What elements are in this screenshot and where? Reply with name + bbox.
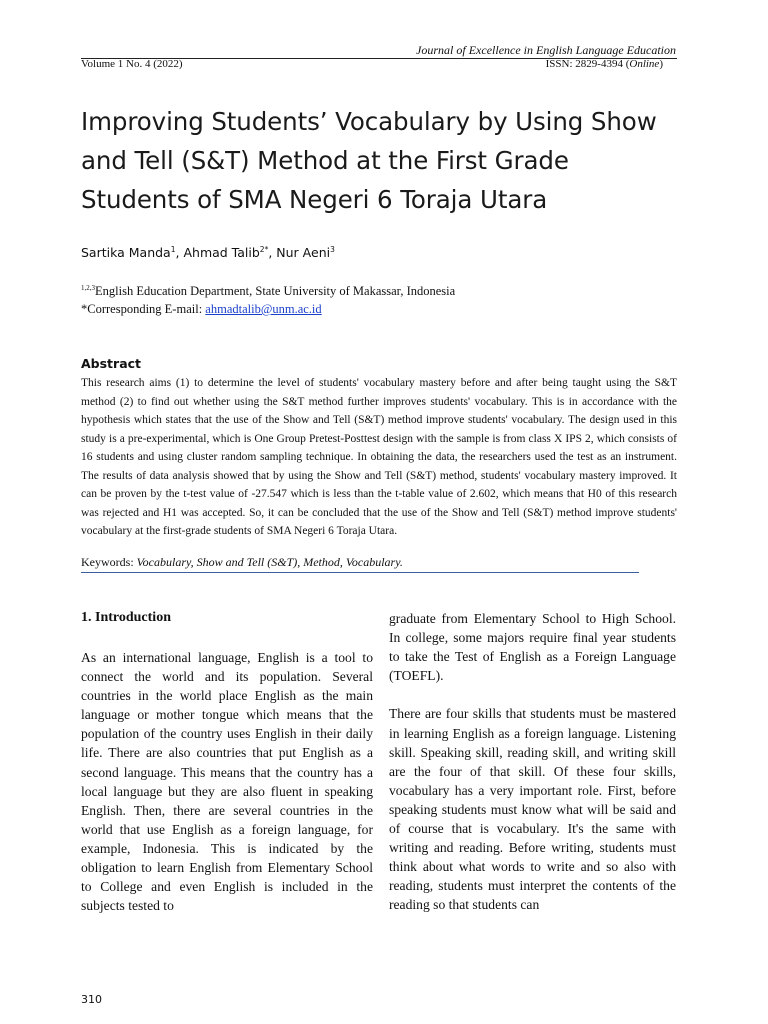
author-sup: 1	[170, 245, 176, 254]
author-name: Sartika Manda	[81, 245, 171, 261]
keywords-text: Vocabulary, Show and Tell (S&T), Method, Vocabulary.	[136, 555, 403, 569]
header-rule	[81, 58, 677, 59]
author-sup: 3	[330, 245, 335, 254]
paper-title: Improving Students’ Vocabulary by Using Show and Tell (S&T) Method at the First Grade Students of SMA Negeri 6 Toraja Utara	[81, 107, 657, 214]
author-sup: 2*	[259, 245, 269, 254]
corresponding-label: *Corresponding E-mail:	[81, 302, 206, 316]
abstract-heading: Abstract	[81, 356, 142, 371]
issn-label	[546, 58, 663, 70]
keywords-label: Keywords:	[81, 555, 137, 569]
affiliation-sup: 1,2,3	[81, 284, 95, 292]
keywords	[81, 555, 403, 570]
affiliation-text: English Education Department, State University of Makassar, Indonesia	[95, 284, 456, 299]
intro-right-paragraph-1: graduate from Elementary School to High School. In college, some majors require final year students to take the Test of English as a Foreign Language (TOEFL).	[389, 611, 676, 684]
author-list: Sartika Manda$^1$, Ahmad Talib$^{2*}$, Nur Aeni$^3$	[81, 245, 335, 261]
author-name: Ahmad Talib	[183, 245, 260, 261]
issn-suffix: )	[659, 58, 663, 70]
page-number: 310	[81, 993, 102, 1006]
abstract-text: This research aims (1) to determine the level of students' vocabulary mastery before and after being taught using the S&T method (2) to find out whether using the S&T method further improves students' vocabulary. This is in accordance with the hypothesis which states that the use of the Show and Tell (S&T) method improve students' vocabulary. The design used in this study is a pre-experimental, which is One Group Pretest-Posttest design with the sample is from class X IPS 2, which consists of 16 students and using cluster random sampling technique. In obtaining the data, the researchers used the test as an instrument. The results of data analysis showed that by using the Show and Tell (S&T) method, students' vocabulary mastery improved. It can be proven by the t-test value of -27.547 which is less than the t-table value of 2.602, which means that H0 of this research was rejected and H1 was accepted. So, it can be concluded that the use of the Show and Tell (S&T) method improve students' vocabulary at the first-grade students of SMA Negeri 6 Toraja Utara.	[81, 377, 677, 537]
issn-prefix: ISSN: 2829-4394 (	[545, 58, 630, 70]
keywords-rule	[81, 572, 639, 573]
corresponding-author	[81, 302, 322, 317]
author-name: Nur Aeni	[276, 245, 331, 261]
journal-name: Journal of Excellence in English Language Education	[416, 43, 676, 57]
intro-right-column	[389, 609, 676, 934]
volume-label: Volume 1 No. 4 (2022)	[81, 58, 183, 70]
intro-right-paragraph-2: There are four skills that students must be mastered in learning English as a foreign language. Listening skill. Speaking skill, reading skill, and writing skill are the four of that skill. Of these four skills, vocabulary has a very important role. First, before speaking students must know what will be said and of course that is vocabulary. It's the same with writing and reading. Before writing, students must think about what words to write and so also with reading, students must interpret the contents of the reading so that students can	[389, 706, 676, 913]
issn-online: Online	[629, 58, 660, 70]
email-link[interactable]: ahmadtalib@unm.ac.id	[205, 302, 322, 316]
section-heading: 1. Introduction	[81, 610, 171, 625]
intro-left-paragraph: As an international language, English is a tool to connect the world and its population. Several countries in the world place English as the main language or mother tongue which means that the population of the country uses English in their daily life. There are also countries that put English as a second language. This means that the country has a local language but they are also fluent in speaking English. Then, there are several countries in the world that use English as a foreign language, for example, Indonesia. This is indicated by the obligation to learn English from Elementary School to College and even English is included in the subjects tested to	[81, 650, 373, 914]
affiliation	[81, 284, 455, 299]
